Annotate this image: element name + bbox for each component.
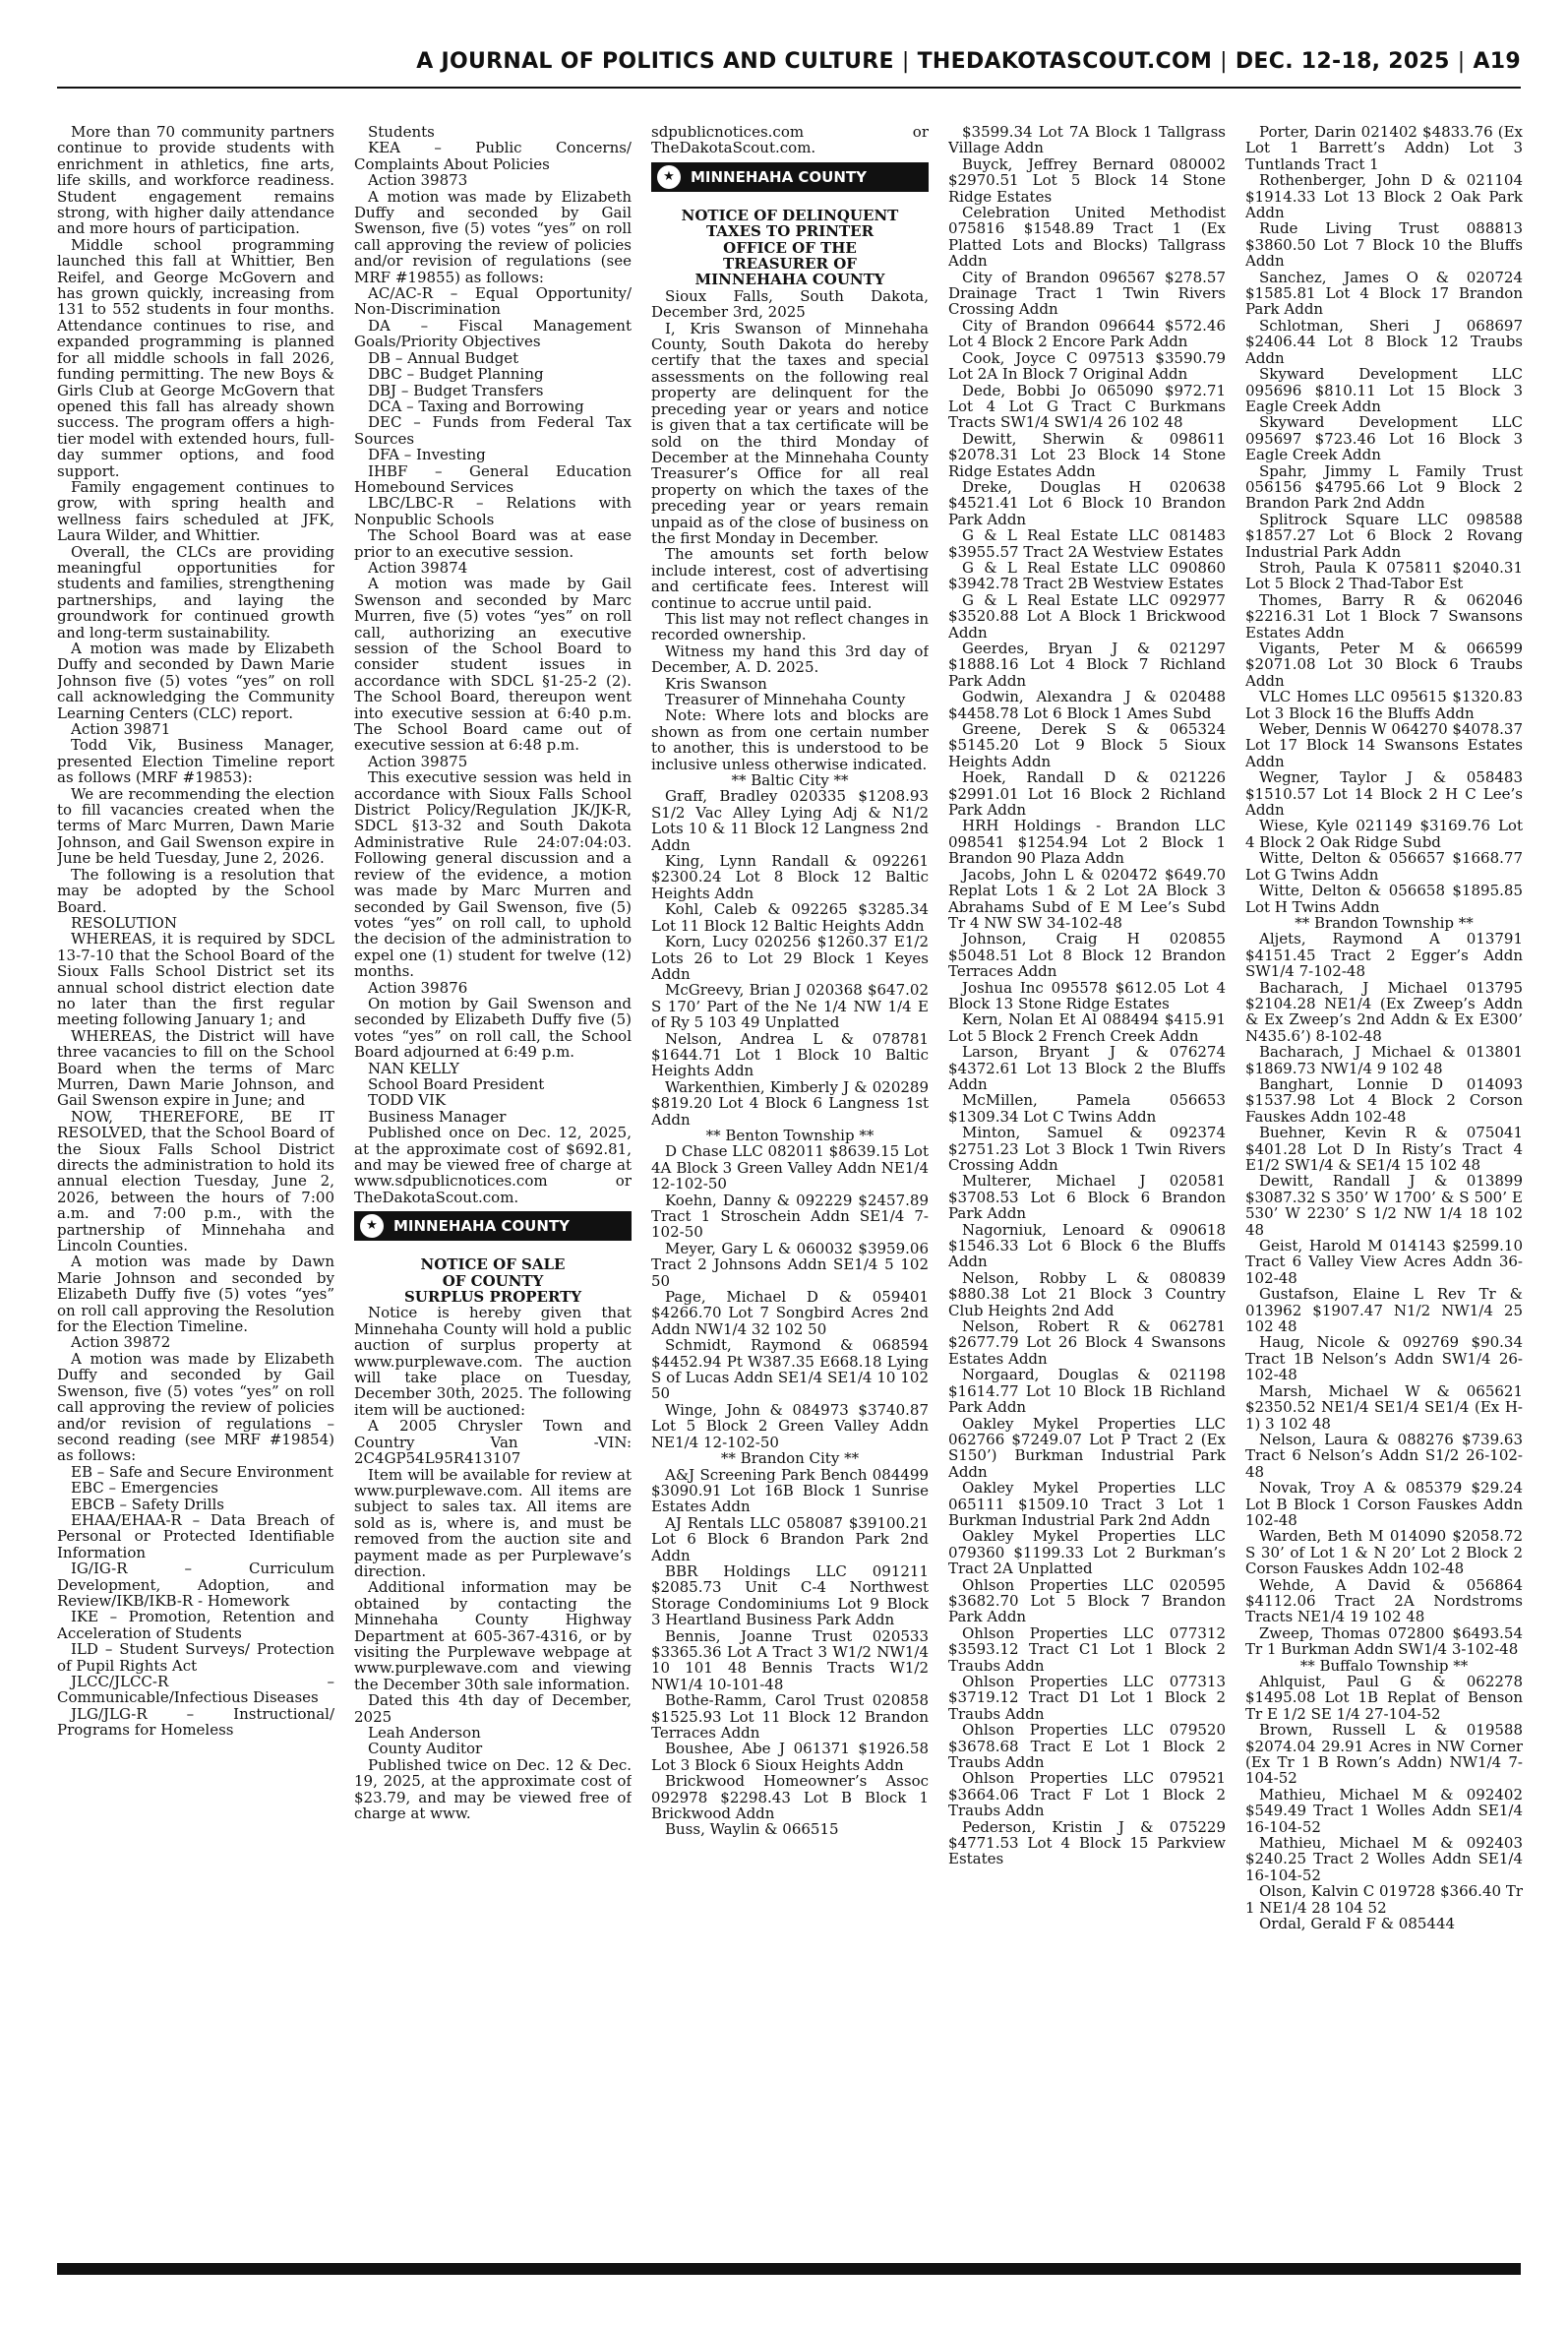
notice-paragraph: Korn, Lucy 020256 $1260.37 E1/2 Lots 26 to Lot 29 Block 1 Keyes Addn <box>651 933 929 983</box>
county-banner-label: MINNEHAHA COUNTY <box>691 167 867 186</box>
tax-listing: Spahr, Jimmy L Family Trust 056156 $4795.66 Lot 9 Block 2 Brandon Park 2nd Addn <box>1245 461 1523 513</box>
header-rule <box>57 87 1521 89</box>
notice-paragraph: Note: Where lots and blocks are shown as from one certain number to another, this is understood to be inclusive unless otherwise indicated. <box>651 706 929 773</box>
notice-paragraph: Sioux Falls, South Dakota, December 3rd, 2025 <box>651 286 929 322</box>
tax-listing: Joshua Inc 095578 $612.05 Lot 4 Block 13 Stone Ridge Estates <box>948 978 1226 1012</box>
notice-paragraph: Nelson, Andrea L & 078781 $1644.71 Lot 1 Block 10 Baltic Heights Addn <box>651 1029 929 1080</box>
tax-listing: Gustafson, Elaine L Rev Tr & 013962 $1907.47 N1/2 NW1/4 25 102 48 <box>1245 1285 1523 1336</box>
tax-listing: G & L Real Estate LLC 092977 $3520.88 Lot A Block 1 Brickwood Addn <box>948 590 1226 642</box>
notices-columns <box>57 124 1523 2259</box>
notice-paragraph: ** Baltic City ** <box>731 771 849 790</box>
tax-listing: Ohlson Properties LLC 020595 $3682.70 Lot 5 Block 7 Brandon Park Addn <box>948 1575 1226 1626</box>
tax-listing: Witte, Delton & 056657 $1668.77 Lot G Twins Addn <box>1245 849 1523 884</box>
notice-paragraph: Bothe-Ramm, Carol Trust 020858 $1525.93 Lot 11 Block 12 Brandon Terraces Addn <box>651 1691 929 1742</box>
notice-paragraph: AJ Rentals LLC 058087 $39100.21 Lot 6 Block 6 Brandon Park 2nd Addn <box>651 1513 929 1564</box>
notice-paragraph: Winge, John & 084973 $3740.87 Lot 5 Block 2 Green Valley Addn NE1/4 12-102-50 <box>651 1400 929 1451</box>
tax-listing: G & L Real Estate LLC 081483 $3955.57 Tract 2A Westview Estates <box>948 526 1226 561</box>
tax-listing: Skyward Development LLC 095697 $723.46 Lot 16 Block 3 Eagle Creek Addn <box>1245 413 1523 464</box>
notice-paragraph: Koehn, Danny & 092229 $2457.89 Tract 1 Stroschein Addn SE1/4 7-102-50 <box>651 1191 929 1242</box>
tax-listing: Dewitt, Randall J & 013899 $3087.32 S 350’ W 1700’ & S 500’ E 530’ W 2230’ S 1/2 NW 1/4 18 102 48 <box>1245 1172 1523 1239</box>
county-seal-icon: ★ <box>657 165 681 189</box>
notice-title: OF COUNTY <box>442 1271 544 1290</box>
notice-paragraph: DBC – Budget Planning <box>368 365 544 384</box>
tax-listing: Godwin, Alexandra J & 020488 $4458.78 Lot 6 Block 1 Ames Subd <box>948 688 1226 722</box>
notice-paragraph: Kris Swanson <box>665 674 767 693</box>
notice-paragraph: Item will be available for review at www.purplewave.com. All items are subject to sales tax. All items are sold as is, where is, and must be removed from the auction site and payment made as per Purplewave’s direction. <box>354 1465 632 1580</box>
notice-paragraph: IKE – Promotion, Retention and Acceleration of Students <box>57 1608 334 1642</box>
notice-paragraph: A motion was made by Elizabeth Duffy and seconded by Gail Swenson, five (5) votes “yes” on roll call approving the review of policies and/or revision of regulations – second reading (see MRF #19854) as follows: <box>57 1349 334 1465</box>
notice-paragraph: Brickwood Homeowner’s Assoc 092978 $2298.43 Lot B Block 1 Brickwood Addn <box>651 1772 929 1823</box>
tax-listing: Warden, Beth M 014090 $2058.72 S 30’ of Lot 1 & N 20’ Lot 2 Block 2 Corson Fauskes Addn 102-48 <box>1245 1527 1523 1578</box>
tax-listing: Jacobs, John L & 020472 $649.70 Replat Lots 1 & 2 Lot 2A Block 3 Abrahams Subd of E M Lee’s Subd Tr 4 NW SW 34-102-48 <box>948 865 1226 932</box>
notice-paragraph: Students <box>368 124 435 141</box>
column-5 <box>1245 124 1523 2259</box>
notice-paragraph: Overall, the CLCs are providing meaningful opportunities for students and families, strengthening partnerships, and laying the groundwork for continued growth and long-term sustainability. <box>57 542 334 642</box>
site-name: THEDAKOTASCOUT.COM <box>917 49 1213 74</box>
tax-listing: Brown, Russell L & 019588 $2074.04 29.91 Acres in NW Corner (Ex Tr 1 B Rown’s Addn) NW1/4 7-104-52 <box>1245 1721 1523 1788</box>
tax-listing: Schlotman, Sheri J 068697 $2406.44 Lot 8 Block 12 Traubs Addn <box>1245 316 1523 367</box>
tax-listing: HRH Holdings - Brandon LLC 098541 $1254.94 Lot 2 Block 1 Brandon 90 Plaza Addn <box>948 817 1226 868</box>
notice-paragraph: Action 39874 <box>368 558 468 577</box>
notice-paragraph: DEC – Funds from Federal Tax Sources <box>354 413 632 448</box>
tax-listing: Porter, Darin 021402 $4833.76 (Ex Lot 1 Barrett’s Addn) Lot 3 Tuntlands Tract 1 <box>1245 124 1523 173</box>
notice-paragraph: EBC – Emergencies <box>71 1479 218 1498</box>
notice-title: NOTICE OF DELINQUENT <box>681 206 899 224</box>
notice-paragraph: Business Manager <box>368 1107 507 1126</box>
notice-paragraph: On motion by Gail Swenson and seconded by Elizabeth Duffy five (5) votes “yes” on roll call, the School Board adjourned at 6:49 p.m. <box>354 994 632 1062</box>
notice-paragraph: Published twice on Dec. 12 & Dec. 19, 2025, at the approximate cost of $23.79, and may be viewed free of charge at www. <box>354 1755 632 1823</box>
notice-paragraph: A 2005 Chrysler Town and Country Van -VIN: 2C4GP54L95R413107 <box>354 1417 632 1468</box>
tax-listing: Wegner, Taylor J & 058483 $1510.57 Lot 14 Block 2 H C Lee’s Addn <box>1245 768 1523 820</box>
tax-listing: Geist, Harold M 014143 $2599.10 Tract 6 Valley View Acres Addn 36-102-48 <box>1245 1237 1523 1287</box>
tax-listing: Stroh, Paula K 075811 $2040.31 Lot 5 Block 2 Thad-Tabor Est <box>1245 558 1523 593</box>
notice-paragraph: JLG/JLG-R – Instructional/ Programs for Homeless <box>57 1704 334 1740</box>
page-header <box>0 49 1521 74</box>
notice-paragraph: TODD VIK <box>368 1091 447 1110</box>
notice-paragraph: The School Board was at ease prior to an executive session. <box>354 526 632 561</box>
notice-paragraph: County Auditor <box>368 1740 483 1758</box>
tax-listing: VLC Homes LLC 095615 $1320.83 Lot 3 Block 16 the Bluffs Addn <box>1245 688 1523 722</box>
notice-paragraph: A motion was made by Gail Swenson and seconded by Marc Murren, five (5) votes “yes” on roll call, authorizing an executive session of the School Board to consider student issues in accordance with SDCL §1-25-2 (2). The School Board, thereupon went into executive session at 6:40 p.m. The School Board came out of executive session at 6:48 p.m. <box>354 575 632 755</box>
notice-paragraph: DBJ – Budget Transfers <box>368 381 544 399</box>
notice-paragraph: DB – Annual Budget <box>368 348 519 367</box>
tax-listing: Ohlson Properties LLC 079521 $3664.06 Tract F Lot 1 Block 2 Traubs Addn <box>948 1769 1226 1820</box>
tax-listing: Greene, Derek S & 065324 $5145.20 Lot 9 Block 5 Sioux Heights Addn <box>948 720 1226 770</box>
tax-listing: Geerdes, Bryan J & 021297 $1888.16 Lot 4 Block 7 Richland Park Addn <box>948 640 1226 690</box>
tax-listing: City of Brandon 096567 $278.57 Drainage Tract 1 Twin Rivers Crossing Addn <box>948 268 1226 319</box>
notice-paragraph: This executive session was held in accordance with Sioux Falls School District Policy/Regulation JK/JK-R, SDCL §13-32 and South Dakota Administrative Rule 24:07:04:03. Following general discussion and a review of the evidence, a motion was made by Marc Murren and seconded by Gail Swenson, five (5) votes “yes” on roll call, to uphold the decision of the administration to expel one (1) student for twelve (12) months. <box>354 768 632 981</box>
tax-listing: Johnson, Craig H 020855 $5048.51 Lot 8 Block 12 Brandon Terraces Addn <box>948 930 1226 981</box>
notice-paragraph: DFA – Investing <box>368 446 486 464</box>
notice-paragraph: Additional information may be obtained by contacting the Minnehaha County Highway Department at 605-367-4316, or by visiting the Purplewave webpage at www.purplewave.com and viewing the December 30th sale information. <box>354 1578 632 1693</box>
tax-listing: Ohlson Properties LLC 077313 $3719.12 Tract D1 Lot 1 Block 2 Traubs Addn <box>948 1673 1226 1723</box>
tax-listing: Ordal, Gerald F & 085444 <box>1259 1915 1456 1933</box>
notice-paragraph: Notice is hereby given that Minnehaha County will hold a public auction of surplus property at www.purplewave.com. The auction will take place on Tuesday, December 30th, 2025. The following item will be auctioned: <box>354 1304 632 1419</box>
notice-paragraph: The following is a resolution that may be adopted by the School Board. <box>57 865 334 916</box>
notice-paragraph: The amounts set forth below include interest, cost of advertising and certificate fees. Interest will continue to accrue until paid. <box>651 545 929 612</box>
notice-paragraph: Action 39875 <box>368 752 468 770</box>
tax-listing: Weber, Dennis W 064270 $4078.37 Lot 17 Block 14 Swansons Estates Addn <box>1245 720 1523 770</box>
notice-title: MINNEHAHA COUNTY <box>694 271 885 289</box>
notice-paragraph: Treasurer of Minnehaha County <box>665 691 906 708</box>
header-separator: | <box>1457 49 1466 74</box>
tax-listing: Nelson, Laura & 088276 $739.63 Tract 6 Nelson’s Addn S1/2 26-102-48 <box>1245 1430 1523 1481</box>
tax-listing: Haug, Nicole & 092769 $90.34 Tract 1B Nelson’s Addn SW1/4 26-102-48 <box>1245 1333 1523 1384</box>
tax-listing: Wiese, Kyle 021149 $3169.76 Lot 4 Block 2 Oak Ridge Subd <box>1245 817 1523 851</box>
tax-listing: McMillen, Pamela 056653 $1309.34 Lot C Twins Addn <box>948 1091 1226 1126</box>
tax-listing: Buyck, Jeffrey Bernard 080002 $2970.51 Lot 5 Block 14 Stone Ridge Estates <box>948 154 1226 206</box>
notice-paragraph: Bennis, Joanne Trust 020533 $3365.36 Lot A Tract 3 W1/2 NW1/4 10 101 48 Bennis Tracts W1/2 NW1/4 10-101-48 <box>651 1626 929 1693</box>
notice-paragraph: EB – Safe and Secure Environment <box>71 1462 333 1481</box>
tax-listing: Ahlquist, Paul G & 062278 $1495.08 Lot 1B Replat of Benson Tr E 1/2 SE 1/4 27-104-52 <box>1245 1673 1523 1723</box>
notice-paragraph: I, Kris Swanson of Minnehaha County, South Dakota do hereby certify that the taxes and special assessments on the following real property are delinquent for the preceding year or years and notice is given that a tax certificate will be sold on the third Monday of December at the Minnehaha County Treasurer’s Office for all real property on which the taxes of the preceding year or years remain unpaid as of the close of business on the first Monday in December. <box>651 319 929 547</box>
notice-paragraph: ILD – Student Surveys/ Protection of Pupil Rights Act <box>57 1640 334 1675</box>
notice-paragraph: More than 70 community partners continue to provide students with enrichment in athletics, fine arts, life skills, and workforce readiness. Student engagement remains strong, with higher daily attendance and more hours of participation. <box>57 124 334 238</box>
tax-listing: Nelson, Robert R & 062781 $2677.79 Lot 26 Block 4 Swansons Estates Addn <box>948 1317 1226 1368</box>
notice-paragraph: NAN KELLY <box>368 1059 459 1077</box>
notice-paragraph: Action 39873 <box>368 171 468 190</box>
tax-listing: Nagorniuk, Lenoard & 090618 $1546.33 Lot 6 Block 6 the Bluffs Addn <box>948 1220 1226 1271</box>
tax-listing: ** Buffalo Township ** <box>1299 1656 1469 1675</box>
tax-listing: Minton, Samuel & 092374 $2751.23 Lot 3 Block 1 Twin Rivers Crossing Addn <box>948 1124 1226 1174</box>
notice-paragraph: Action 39871 <box>71 720 171 739</box>
tax-listing: Splitrock Square LLC 098588 $1857.27 Lot 6 Block 2 Rovang Industrial Park Addn <box>1245 510 1523 561</box>
notice-paragraph: Published once on Dec. 12, 2025, at the approximate cost of $692.81, and may be viewed free of charge at www.sdpublicnotices.com or TheDakotaScout.com. <box>354 1124 632 1206</box>
notice-paragraph: We are recommending the election to fill vacancies created when the terms of Marc Murren, Dawn Marie Johnson, and Gail Swenson expire in June be held Tuesday, June 2, 2026. <box>57 784 334 868</box>
notice-paragraph: LBC/LBC-R – Relations with Nonpublic Schools <box>354 494 632 528</box>
notice-paragraph: EHAA/EHAA-R – Data Breach of Personal or Protected Identifiable Information <box>57 1510 334 1561</box>
tax-listing: Cook, Joyce C 097513 $3590.79 Lot 2A In Block 7 Original Addn <box>948 348 1226 384</box>
tax-listing: Vigants, Peter M & 066599 $2071.08 Lot 30 Block 6 Traubs Addn <box>1245 640 1523 690</box>
notice-paragraph: RESOLUTION <box>71 913 177 932</box>
column-3 <box>651 124 929 2259</box>
notice-paragraph: D Chase LLC 082011 $8639.15 Lot 4A Block 3 Green Valley Addn NE1/4 12-102-50 <box>651 1142 929 1193</box>
notice-paragraph: Leah Anderson <box>368 1724 481 1742</box>
notice-paragraph: Todd Vik, Business Manager, presented Election Timeline report as follows (MRF #19853): <box>57 736 334 787</box>
notice-paragraph: Witness my hand this 3rd day of December, A. D. 2025. <box>651 642 929 677</box>
notice-paragraph: DA – Fiscal Management Goals/Priority Objectives <box>354 316 632 351</box>
notice-paragraph: King, Lynn Randall & 092261 $2300.24 Lot 8 Block 12 Baltic Heights Addn <box>651 852 929 902</box>
tax-listing: Celebration United Methodist 075816 $1548.89 Tract 1 (Ex Platted Lots and Blocks) Tallgrass Addn <box>948 204 1226 271</box>
notice-paragraph: Buss, Waylin & 066515 <box>665 1820 839 1839</box>
notice-paragraph: NOW, THEREFORE, BE IT RESOLVED, that the School Board of the Sioux Falls School District directs the administration to hold its annual election Tuesday, June 2, 2026, between the hours of 7:00 a.m. and 7:00 p.m., with the partnership of Minnehaha and Lincoln Counties. <box>57 1107 334 1255</box>
notice-paragraph: School Board President <box>368 1074 545 1093</box>
tax-listing: Nelson, Robby L & 080839 $880.38 Lot 21 Block 3 Country Club Heights 2nd Add <box>948 1268 1226 1319</box>
notice-paragraph: WHEREAS, it is required by SDCL 13-7-10 that the School Board of the Sioux Falls School District set its annual school district election date no later than the first regular meeting following January 1; and <box>57 930 334 1029</box>
notice-paragraph: Middle school programming launched this fall at Whittier, Ben Reifel, and George McGovern and has grown quickly, increasing from 131 to 552 students in four months. Attendance continues to rise, and expanded programming is planned for all middle schools in fall 2026, funding permitting. The new Boys & Girls Club at George McGovern that opened this fall has already shown success. The program offers a high-tier model with extended hours, full-day summer options, and food support. <box>57 235 334 480</box>
tax-listing: Bacharach, J Michael & 013801 $1869.73 NW1/4 9 102 48 <box>1245 1043 1523 1077</box>
tax-listing: G & L Real Estate LLC 090860 $3942.78 Tract 2B Westview Estates <box>948 558 1226 593</box>
notice-paragraph: Warkenthien, Kimberly J & 020289 $819.20 Lot 4 Block 6 Langness 1st Addn <box>651 1077 929 1129</box>
tax-listing: Aljets, Raymond A 013791 $4151.45 Tract 2 Egger’s Addn SW1/4 7-102-48 <box>1245 930 1523 981</box>
notice-paragraph: Boushee, Abe J 061371 $1926.58 Lot 3 Block 6 Sioux Heights Addn <box>651 1740 929 1774</box>
tax-listing: $3599.34 Lot 7A Block 1 Tallgrass Village Addn <box>948 124 1226 157</box>
notice-paragraph: JLCC/JLCC-R – Communicable/Infectious Diseases <box>57 1673 334 1707</box>
notice-title: TAXES TO PRINTER <box>705 222 874 241</box>
tax-listing: Bacharach, J Michael 013795 $2104.28 NE1/4 (Ex Zweep’s Addn & Ex Zweep’s 2nd Addn & Ex E300’ N435.6’) 8-102-48 <box>1245 978 1523 1045</box>
journal-tagline: A JOURNAL OF POLITICS AND CULTURE <box>416 49 894 74</box>
notice-paragraph: Kohl, Caleb & 092265 $3285.34 Lot 11 Block 12 Baltic Heights Addn <box>651 900 929 935</box>
tax-listing: Ohlson Properties LLC 077312 $3593.12 Tract C1 Lot 1 Block 2 Traubs Addn <box>948 1623 1226 1675</box>
tax-listing: Oakley Mykel Properties LLC 079360 $1199.33 Lot 2 Burkman’s Tract 2A Unplatted <box>948 1527 1226 1578</box>
tax-listing: Dreke, Douglas H 020638 $4521.41 Lot 6 Block 10 Brandon Park Addn <box>948 477 1226 528</box>
tax-listing: Sanchez, James O & 020724 $1585.81 Lot 4 Block 17 Brandon Park Addn <box>1245 268 1523 319</box>
notice-title: TREASURER OF <box>723 255 857 274</box>
tax-listing: Multerer, Michael J 020581 $3708.53 Lot 6 Block 6 Brandon Park Addn <box>948 1172 1226 1223</box>
tax-listing: Zweep, Thomas 072800 $6493.54 Tr 1 Burkman Addn SW1/4 3-102-48 <box>1245 1623 1523 1659</box>
notice-paragraph: IHBF – General Education Homebound Services <box>354 461 632 496</box>
tax-listing: Larson, Bryant J & 076274 $4372.61 Lot 13 Block 2 the Bluffs Addn <box>948 1043 1226 1093</box>
notice-paragraph: DCA – Taxing and Borrowing <box>368 397 584 415</box>
tax-listing: Mathieu, Michael M & 092403 $240.25 Tract 2 Wolles Addn SE1/4 16-104-52 <box>1245 1834 1523 1884</box>
tax-listing: Dewitt, Sherwin & 098611 $2078.31 Lot 23 Block 14 Stone Ridge Estates Addn <box>948 429 1226 480</box>
tax-listing: Skyward Development LLC 095696 $810.11 Lot 15 Block 3 Eagle Creek Addn <box>1245 365 1523 415</box>
notice-paragraph: ** Brandon City ** <box>720 1449 860 1468</box>
tax-listing: Wehde, A David & 056864 $4112.06 Tract 2A Nordstroms Tracts NE1/4 19 102 48 <box>1245 1575 1523 1626</box>
county-banner-label: MINNEHAHA COUNTY <box>393 1217 570 1236</box>
tax-listing: Pederson, Kristin J & 075229 $4771.53 Lot 4 Block 15 Parkview Estates <box>948 1817 1226 1868</box>
tax-listing: Novak, Troy A & 085379 $29.24 Lot B Block 1 Corson Fauskes Addn 102-48 <box>1245 1479 1523 1529</box>
tax-listing: Ohlson Properties LLC 079520 $3678.68 Tract E Lot 1 Block 2 Traubs Addn <box>948 1721 1226 1772</box>
footer-rule <box>57 2263 1521 2275</box>
notice-paragraph: IG/IG-R – Curriculum Development, Adoption, and Review/IKB/IKB-R - Homework <box>57 1560 334 1610</box>
header-separator: | <box>901 49 910 74</box>
notice-paragraph: sdpublicnotices.com or TheDakotaScout.com. <box>651 124 929 157</box>
column-1 <box>57 124 334 2259</box>
notice-title: SURPLUS PROPERTY <box>403 1288 582 1307</box>
header-separator: | <box>1220 49 1228 74</box>
county-seal-icon: ★ <box>360 1214 384 1238</box>
tax-listing: Oakley Mykel Properties LLC 065111 $1509.10 Tract 3 Lot 1 Burkman Industrial Park 2nd Addn <box>948 1479 1226 1529</box>
column-2 <box>354 124 632 2259</box>
notice-paragraph: A&J Screening Park Bench 084499 $3090.91 Lot 16B Block 1 Sunrise Estates Addn <box>651 1465 929 1516</box>
issue-date: DEC. 12-18, 2025 <box>1235 49 1450 74</box>
notice-paragraph: This list may not reflect changes in recorded ownership. <box>651 609 929 644</box>
tax-listing: Norgaard, Douglas & 021198 $1614.77 Lot 10 Block 1B Richland Park Addn <box>948 1366 1226 1417</box>
notice-paragraph: Dated this 4th day of December, 2025 <box>354 1691 632 1726</box>
notice-title: OFFICE OF THE <box>723 238 857 257</box>
tax-listing: Rothenberger, John D & 021104 $1914.33 Lot 13 Block 2 Oak Park Addn <box>1245 171 1523 222</box>
tax-listing: City of Brandon 096644 $572.46 Lot 4 Block 2 Encore Park Addn <box>948 316 1226 351</box>
notice-paragraph: Meyer, Gary L & 060032 $3959.06 Tract 2 Johnsons Addn SE1/4 5 102 50 <box>651 1239 929 1290</box>
county-banner <box>354 1211 632 1241</box>
tax-listing: Dede, Bobbi Jo 065090 $972.71 Lot 4 Lot G Tract C Burkmans Tracts SW1/4 SW1/4 26 102 48 <box>948 381 1226 432</box>
tax-listing: Banghart, Lonnie D 014093 $1537.98 Lot 4 Block 2 Corson Fauskes Addn 102-48 <box>1245 1074 1523 1126</box>
tax-listing: Kern, Nolan Et Al 088494 $415.91 Lot 5 Block 2 French Creek Addn <box>948 1010 1226 1045</box>
notice-paragraph: ** Benton Township ** <box>705 1126 874 1144</box>
tax-listing: Rude Living Trust 088813 $3860.50 Lot 7 Block 10 the Bluffs Addn <box>1245 219 1523 271</box>
tax-listing: Mathieu, Michael M & 092402 $549.49 Tract 1 Wolles Addn SE1/4 16-104-52 <box>1245 1785 1523 1836</box>
tax-listing: Thomes, Barry R & 062046 $2216.31 Lot 1 Block 7 Swansons Estates Addn <box>1245 590 1523 642</box>
tax-listing: Witte, Delton & 056658 $1895.85 Lot H Twins Addn <box>1245 882 1523 916</box>
notice-paragraph: Graff, Bradley 020335 $1208.93 S1/2 Vac Alley Lying Adj & N1/2 Lots 10 & 11 Block 12 Langness 2nd Addn <box>651 787 929 854</box>
tax-listing: Olson, Kalvin C 019728 $366.40 Tr 1 NE1/4 28 104 52 <box>1245 1882 1523 1917</box>
notice-paragraph: KEA – Public Concerns/ Complaints About Policies <box>354 139 632 173</box>
notice-paragraph: Page, Michael D & 059401 $4266.70 Lot 7 Songbird Acres 2nd Addn NW1/4 32 102 50 <box>651 1288 929 1338</box>
notice-paragraph: Action 39876 <box>368 978 468 997</box>
notice-paragraph: BBR Holdings LLC 091211 $2085.73 Unit C-4 Northwest Storage Condominiums Lot 9 Block 3 Heartland Business Park Addn <box>651 1561 929 1629</box>
page-number: A19 <box>1473 49 1521 74</box>
notice-paragraph: McGreevy, Brian J 020368 $647.02 S 170’ Part of the Ne 1/4 NW 1/4 E of Ry 5 103 49 Unplatted <box>651 981 929 1032</box>
notice-paragraph: A motion was made by Elizabeth Duffy and seconded by Dawn Marie Johnson five (5) votes “yes” on roll call acknowledging the Community Learning Centers (CLC) report. <box>57 640 334 722</box>
county-banner <box>651 162 929 192</box>
notice-paragraph: Family engagement continues to grow, with spring health and wellness fairs scheduled at JFK, Laura Wilder, and Whittier. <box>57 477 334 545</box>
notice-paragraph: WHEREAS, the District will have three vacancies to fill on the School Board when the terms of Marc Murren, Dawn Marie Johnson, and Gail Swenson expire in June; and <box>57 1026 334 1110</box>
notice-paragraph: A motion was made by Dawn Marie Johnson and seconded by Elizabeth Duffy five (5) votes “yes” on roll call approving the Resolution for the Election Timeline. <box>57 1253 334 1336</box>
notice-paragraph: Action 39872 <box>71 1333 171 1352</box>
notice-paragraph: EBCB – Safety Drills <box>71 1495 224 1513</box>
tax-listing: Buehner, Kevin R & 075041 $401.28 Lot D In Risty’s Tract 4 E1/2 SW1/4 & SE1/4 15 102 48 <box>1245 1124 1523 1174</box>
notice-paragraph: Schmidt, Raymond & 068594 $4452.94 Pt W387.35 E668.18 Lying S of Lucas Addn SE1/4 SE1/4 10 102 50 <box>651 1336 929 1403</box>
notice-paragraph: AC/AC-R – Equal Opportunity/ Non-Discrimination <box>354 284 632 319</box>
tax-listing: ** Brandon Township ** <box>1295 913 1474 932</box>
notice-title: NOTICE OF SALE <box>420 1255 566 1274</box>
tax-listing: Oakley Mykel Properties LLC 062766 $7249.07 Lot P Tract 2 (Ex S150’) Burkman Industrial Park Addn <box>948 1414 1226 1481</box>
column-4 <box>948 124 1226 2259</box>
notice-paragraph: A motion was made by Elizabeth Duffy and seconded by Gail Swenson, five (5) votes “yes” on roll call approving the review of policies and/or revision of regulations (see MRF #19855) as follows: <box>354 187 632 286</box>
tax-listing: Marsh, Michael W & 065621 $2350.52 NE1/4 SE1/4 SE1/4 (Ex H-1) 3 102 48 <box>1245 1381 1523 1433</box>
tax-listing: Hoek, Randall D & 021226 $2991.01 Lot 16 Block 2 Richland Park Addn <box>948 768 1226 820</box>
